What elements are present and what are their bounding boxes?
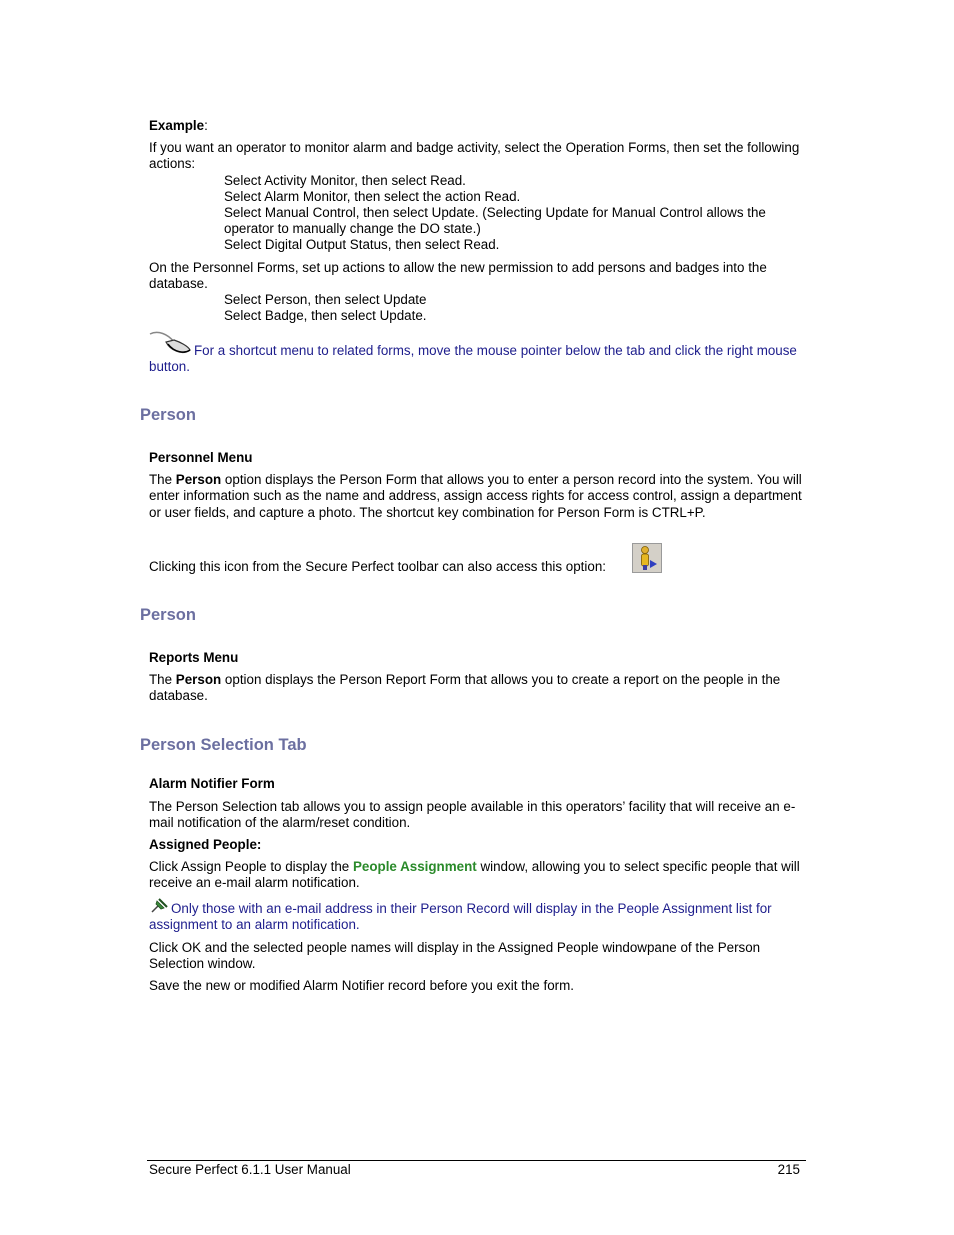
assign-people-description: Click Assign People to display the People Assignment window, allowing you to select specific people that will receive an e-mail alarm notification.: [149, 859, 800, 891]
example-intro: If you want an operator to monitor alarm and badge activity, select the Operation Forms, then set the following actions:: [149, 140, 800, 172]
ok-description: Click OK and the selected people names will display in the Assigned People windowpane of the Person Selection window.: [149, 940, 761, 972]
person-report-description: The Person option displays the Person Report Form that allows you to create a report on the people in the database.: [149, 672, 781, 704]
people-assignment-link: People Assignment: [352, 859, 477, 874]
page-number: 215: [777, 1162, 800, 1177]
person-toolbar-icon[interactable]: [632, 543, 662, 573]
menu-label-alarm-notifier: Alarm Notifier Form: [149, 776, 275, 791]
person-selection-description: The Person Selection tab allows you to assign people available in this operators’ facility that will receive an e-mail notification of the alarm/reset condition.: [149, 799, 796, 831]
section-title-person-report: Person: [140, 606, 196, 624]
section-title-person-selection: Person Selection Tab: [140, 736, 307, 754]
step-item: Select Badge, then select Update.: [224, 308, 427, 323]
menu-label-personnel: Personnel Menu: [149, 450, 253, 465]
personnel-intro: On the Personnel Forms, set up actions to allow the new permission to add persons and badges into the database.: [149, 260, 767, 292]
footer-divider: [147, 1160, 806, 1161]
step-item: Select Person, then select Update: [224, 292, 427, 307]
section-title-person: Person: [140, 406, 196, 424]
step-item: Select Activity Monitor, then select Read.: [224, 173, 466, 188]
save-reminder: Save the new or modified Alarm Notifier record before you exit the form.: [149, 978, 574, 993]
step-item: Select Alarm Monitor, then select the action Read.: [224, 189, 521, 204]
footer-title: Secure Perfect 6.1.1 User Manual: [149, 1162, 351, 1177]
example-heading: Example:: [149, 118, 208, 133]
person-form-description: The Person option displays the Person Form that allows you to enter a person record into the system. You will enter information such as the name and address, assign access rights for access control, assign a department or user fields, and capture a photo. The shortcut key combination for Person Form is CTRL+P.: [149, 472, 802, 520]
toolbar-access-text: Clicking this icon from the Secure Perfect toolbar can also access this option:: [149, 559, 606, 574]
tip-note: For a shortcut menu to related forms, move the mouse pointer below the tab and click the right mouse button.: [149, 343, 797, 375]
step-item: Select Digital Output Status, then select Read.: [224, 237, 500, 252]
step-item: Select Manual Control, then select Update. (Selecting Update for Manual Control allows the operator to manually change the DO state.): [224, 205, 766, 236]
assigned-people-heading: Assigned People:: [149, 837, 262, 852]
menu-label-reports: Reports Menu: [149, 650, 239, 665]
email-note: Only those with an e-mail address in their Person Record will display in the People Assignment list for assignment to an alarm notification.: [149, 901, 772, 933]
